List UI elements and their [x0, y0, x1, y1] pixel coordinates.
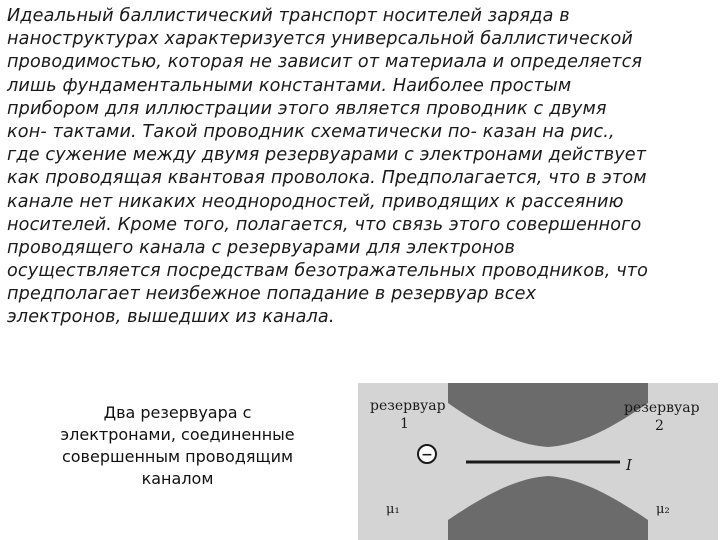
current-label: I [626, 456, 632, 474]
figure-caption [30, 402, 325, 490]
paragraph-line: как проводящая квантовая проволока. Предполагается, что в этом [7, 168, 647, 189]
reservoir-diagram-svg [358, 383, 718, 540]
caption-line: электронами, соединенные [60, 425, 295, 444]
body-paragraph [7, 5, 713, 330]
paragraph-line: проводимостью, которая не зависит от материала и определяется [7, 52, 643, 73]
paragraph-line: носителей. Кроме того, полагается, что связь этого совершенного [7, 214, 642, 235]
paragraph-line: канале нет никаких неоднородностей, приводящих к рассеянию [7, 191, 624, 212]
reservoir-right-label: резервуар [624, 400, 700, 416]
paragraph-line: кон- тактами. Такой проводник схематически по- казан на рис., [7, 121, 615, 142]
paragraph-line: электронов, вышедших из канала. [7, 307, 335, 328]
paragraph-line: лишь фундаментальными константами. Наиболее простым [7, 75, 572, 96]
reservoir-left-number: 1 [400, 416, 409, 432]
reservoir-right-number: 2 [655, 418, 664, 434]
paragraph-line: предполагает неизбежное попадание в резервуар всех [7, 284, 537, 305]
paragraph-line: прибором для иллюстрации этого является проводник с двумя [7, 98, 607, 119]
caption-line: совершенным проводящим [61, 447, 294, 466]
mu-left-label: μ₁ [386, 502, 400, 517]
reservoir-diagram [358, 383, 718, 540]
paragraph-line: где сужение между двумя резервуарами с электронами действует [7, 145, 647, 166]
paragraph-line: проводящего канала с резервуарами для электронов [7, 237, 515, 258]
mu-right-label: μ₂ [656, 502, 670, 517]
paragraph-line: Идеальный баллистический транспорт носителей заряда в [7, 6, 570, 26]
paragraph-line: осуществляется посредствам безотражательных проводников, что [7, 261, 649, 282]
caption-line: Два резервуара с [103, 403, 252, 422]
paragraph-line: наноструктурах характеризуется универсальной баллистической [7, 29, 633, 50]
electron-sign: − [421, 447, 433, 463]
caption-line: каналом [141, 469, 214, 488]
reservoir-left-label: резервуар [370, 398, 446, 414]
